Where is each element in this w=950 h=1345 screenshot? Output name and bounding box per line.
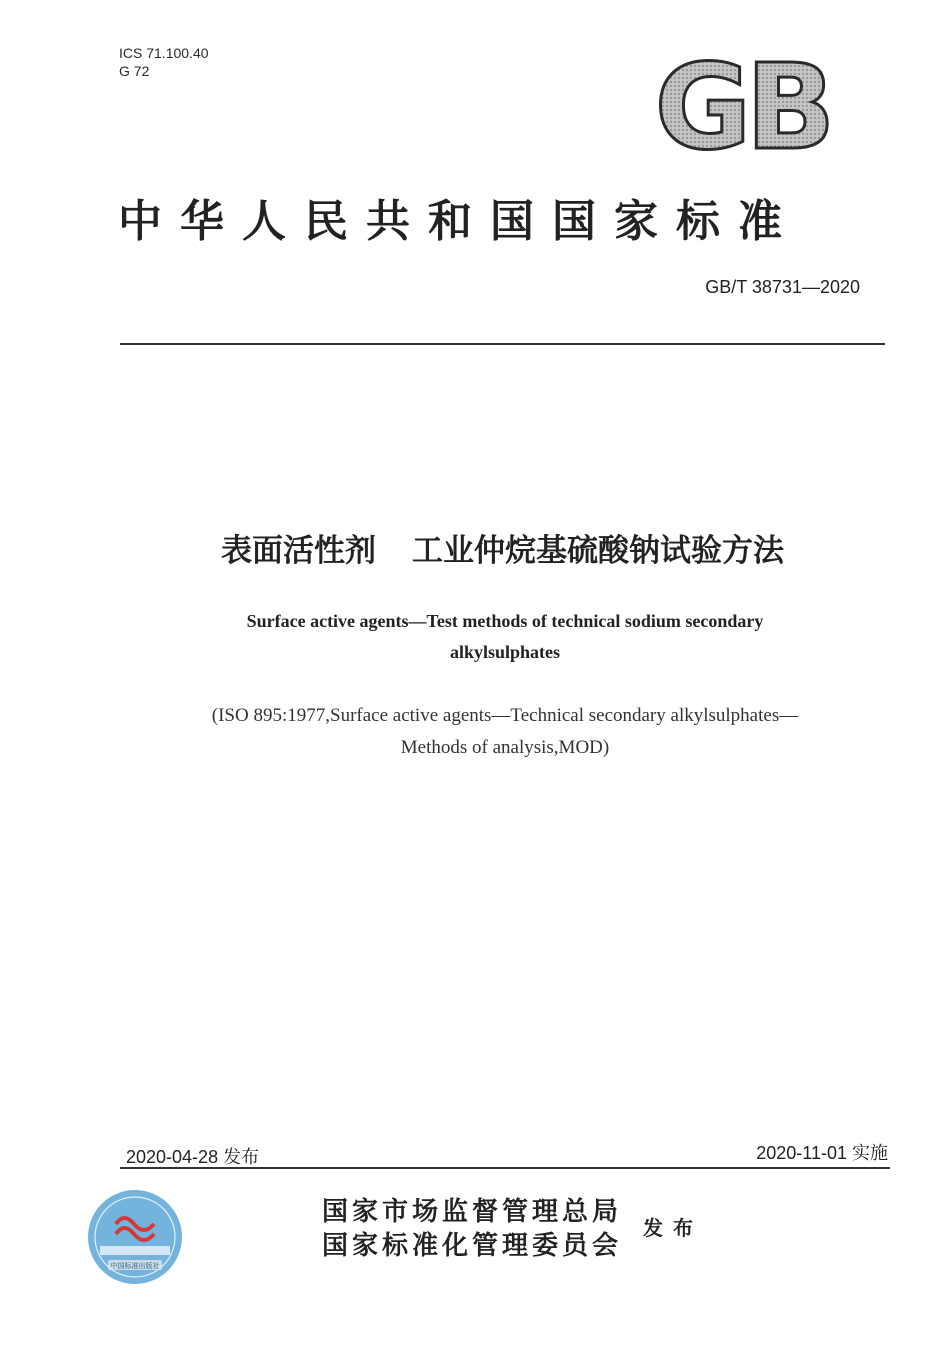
ics-code: ICS 71.100.40: [119, 45, 209, 61]
gb-logo-text: GB: [654, 56, 830, 156]
chinese-title-part2: 工业仲烷基硫酸钠试验方法: [412, 533, 784, 569]
issue-date: 2020-04-28 发布: [126, 1147, 260, 1167]
top-divider: [120, 343, 885, 345]
classification-codes: [119, 44, 209, 80]
issuing-authorities: [322, 1195, 622, 1263]
ccs-code: G 72: [119, 63, 150, 79]
iso-reference-line1: (ISO 895:1977,Surface active agents—Technical secondary alkylsulphates—: [211, 705, 799, 726]
seal-text: 中国标准出版社: [110, 1262, 160, 1270]
issuer-samr: 国家市场监督管理总局: [322, 1197, 623, 1227]
english-title-line2: alkylsulphates: [449, 642, 561, 662]
chinese-title: [0, 525, 950, 570]
gb-logo: [645, 56, 840, 156]
standard-code: GB/T 38731—2020: [705, 277, 860, 297]
publish-label: 发布: [643, 1216, 703, 1240]
iso-reference: [60, 700, 950, 764]
iso-reference-line2: Methods of analysis,MOD): [400, 737, 610, 758]
publisher-seal-icon: [86, 1188, 184, 1286]
national-standard-title: 中华人民共和国国家标准: [118, 196, 800, 247]
chinese-title-part1: 表面活性剂: [221, 533, 376, 569]
issuer-sac: 国家标准化管理委员会: [322, 1231, 623, 1261]
bottom-divider: [120, 1167, 890, 1169]
english-title: [60, 606, 950, 668]
english-title-line1: Surface active agents—Test methods of technical sodium secondary: [246, 611, 764, 631]
implementation-date: 2020-11-01 实施: [756, 1143, 888, 1163]
